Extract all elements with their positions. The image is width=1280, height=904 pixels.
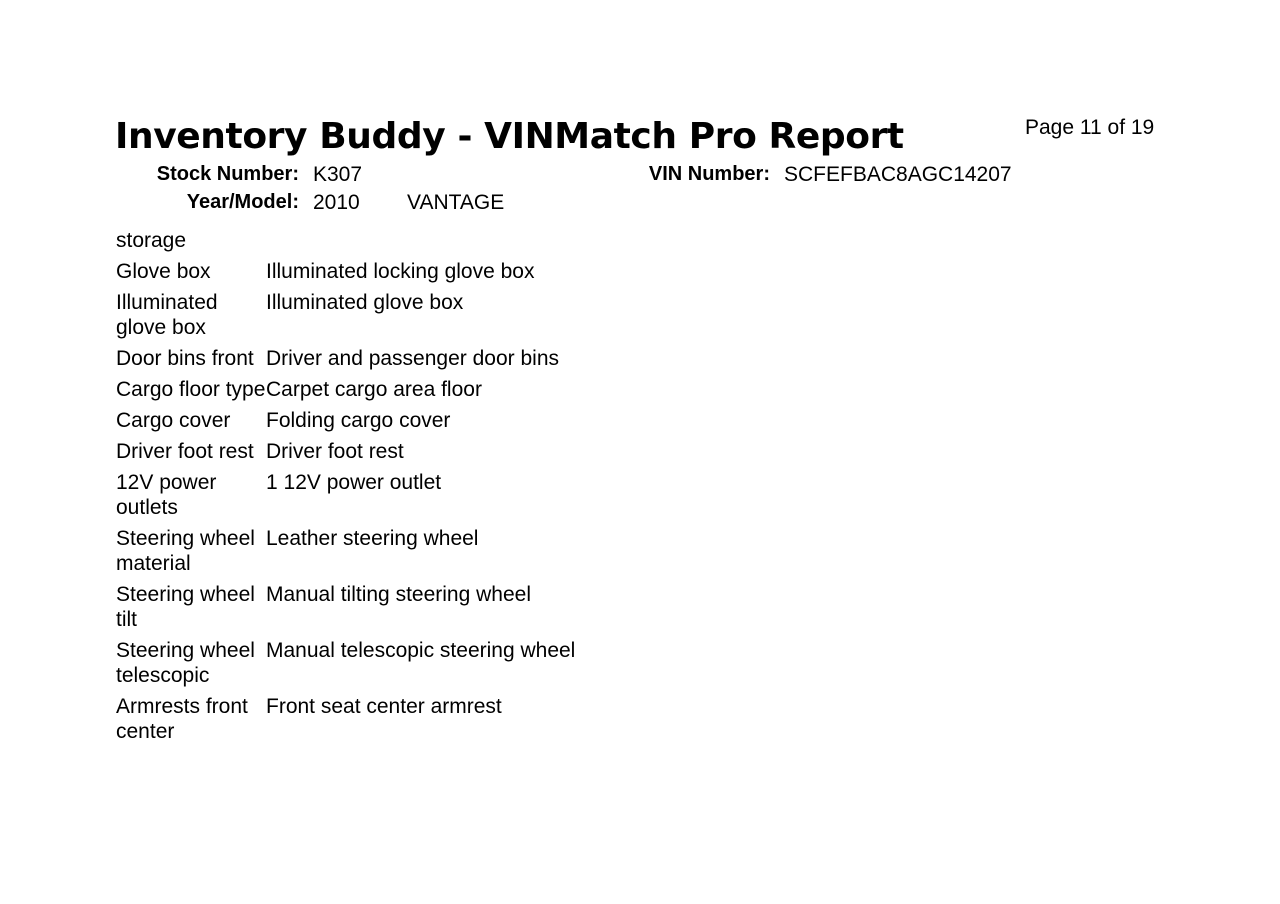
table-row	[116, 290, 636, 340]
row-value: Front seat center armrest	[266, 695, 502, 718]
table-row	[116, 346, 636, 371]
row-key: Cargo floor type	[116, 378, 266, 401]
table-row	[116, 377, 636, 402]
row-value: Illuminated glove box	[266, 291, 464, 314]
row-value: Manual telescopic steering wheel	[266, 639, 576, 662]
row-value: Driver and passenger door bins	[266, 347, 559, 370]
report-title: Inventory Buddy - VINMatch Pro Report	[115, 116, 904, 157]
row-value: Manual tilting steering wheel	[266, 583, 531, 606]
stock-number-label: Stock Number:	[156, 163, 299, 185]
row-key: Steering wheel tilt	[116, 583, 255, 631]
row-value: Illuminated locking glove box	[266, 260, 535, 283]
row-value: Leather steering wheel	[266, 527, 479, 550]
row-key: Steering wheel material	[116, 527, 255, 575]
vin-number-label: VIN Number:	[648, 163, 770, 185]
row-key: 12V power outlets	[116, 471, 217, 519]
row-value: 1 12V power outlet	[266, 471, 442, 494]
table-row	[116, 408, 636, 433]
page-number: Page 11 of 19	[1025, 116, 1155, 139]
row-key: Armrests front center	[116, 695, 248, 743]
year-value: 2010	[313, 191, 360, 214]
table-row	[116, 259, 636, 284]
section-label: storage	[116, 229, 187, 252]
row-key: Door bins front	[116, 347, 254, 370]
row-value: Driver foot rest	[266, 440, 404, 463]
spec-table	[116, 259, 636, 750]
row-key: Illuminated glove box	[116, 291, 218, 339]
table-row	[116, 439, 636, 464]
table-row	[116, 582, 636, 632]
row-value: Carpet cargo area floor	[266, 378, 482, 401]
vin-number-value: SCFEFBAC8AGC14207	[784, 163, 1012, 186]
year-model-label: Year/Model:	[186, 191, 299, 213]
row-key: Steering wheel telescopic	[116, 639, 255, 687]
table-row	[116, 694, 636, 744]
row-key: Glove box	[116, 260, 211, 283]
table-row	[116, 526, 636, 576]
row-key: Cargo cover	[116, 409, 231, 432]
row-key: Driver foot rest	[116, 440, 254, 463]
table-row	[116, 470, 636, 520]
model-value: VANTAGE	[407, 191, 505, 214]
stock-number-value: K307	[313, 163, 363, 186]
table-row	[116, 638, 636, 688]
row-value: Folding cargo cover	[266, 409, 451, 432]
